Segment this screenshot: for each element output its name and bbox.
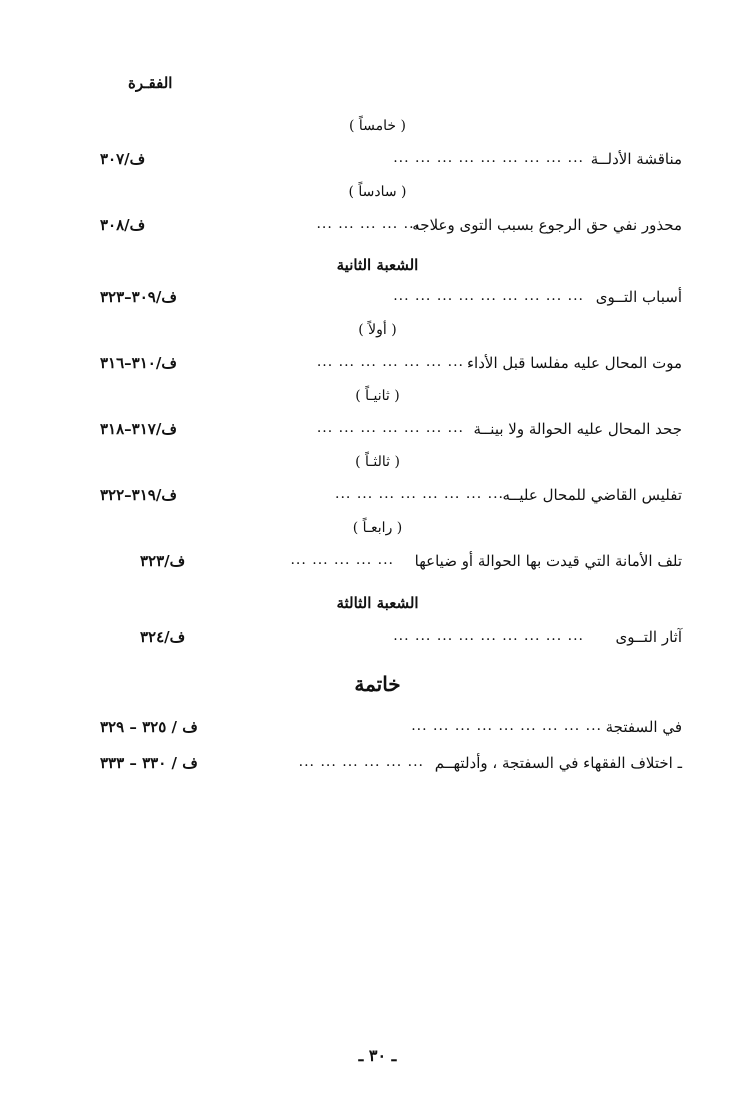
toc-entry-ref: ف / ٣٢٥ – ٣٢٩ <box>100 718 198 736</box>
toc-entry-title: تلف الأمانة التي قيدت بها الحوالة أو ضياعها <box>414 552 682 570</box>
leader-dots: ... ... ... ... ... <box>316 216 420 232</box>
toc-entry-ref: ف/٣٠٨ <box>100 216 146 234</box>
subsection-heading: ( أولاً ) <box>358 322 397 338</box>
column-heading: الفقـرة <box>128 74 173 92</box>
toc-entry-ref: ف/٣٢٣ <box>140 552 186 570</box>
toc-entry <box>100 288 682 312</box>
leader-dots: ... ... ... ... ... <box>290 552 394 568</box>
leader-dots: ... ... ... ... ... ... <box>298 754 424 770</box>
leader-dots: ... ... ... ... ... ... ... ... ... <box>411 718 602 734</box>
toc-entry-title: أسباب التــوى <box>595 288 682 306</box>
leader-dots: ... ... ... ... ... ... ... ... ... <box>393 150 584 166</box>
toc-entry-title: موت المحال عليه مفلسا قبل الأداء <box>466 354 682 372</box>
toc-entry-ref: ف/٣٠٧ <box>100 150 146 168</box>
toc-entry <box>100 754 682 778</box>
toc-entry-title: ـ اختلاف الفقهاء في السفتجة ، وأدلتهــم <box>434 754 682 772</box>
leader-dots: ... ... ... ... ... ... ... ... <box>335 486 504 502</box>
toc-entry-ref: ف/٣٠٩–٣٢٣ <box>100 288 177 306</box>
leader-dots: ... ... ... ... ... ... ... <box>316 420 464 436</box>
toc-entry-title: مناقشة الأدلــة <box>590 150 682 168</box>
leader-dots: ... ... ... ... ... ... ... ... ... <box>393 288 584 304</box>
subsection-heading: ( خامساً ) <box>349 118 406 134</box>
main-heading: خاتمة <box>354 672 401 696</box>
leader-dots: ... ... ... ... ... ... ... ... ... <box>393 628 584 644</box>
toc-entry <box>100 420 682 444</box>
toc-entry <box>100 354 682 378</box>
toc-entry <box>100 150 682 174</box>
page-number: ـ ٣٠ ـ <box>358 1046 397 1065</box>
subsection-heading: ( رابعـاً ) <box>352 520 403 536</box>
toc-entry-title: جحد المحال عليه الحوالة ولا بينــة <box>473 420 682 438</box>
section-heading: الشعبة الثالثة <box>336 594 419 612</box>
toc-entry-title: محذور نفي حق الرجوع بسبب التوى وعلاجه <box>412 216 682 234</box>
toc-entry <box>140 628 682 652</box>
toc-entry <box>100 216 682 240</box>
subsection-heading: ( سادساً ) <box>348 184 407 200</box>
toc-entry-ref: ف/٣١٩–٣٢٢ <box>100 486 177 504</box>
section-heading: الشعبة الثانية <box>336 256 419 274</box>
toc-entry-title: تفليس القاضي للمحال عليــه <box>502 486 682 504</box>
subsection-heading: ( ثالثـاً ) <box>355 454 400 470</box>
toc-entry-title: في السفتجة <box>605 718 682 736</box>
toc-entry <box>100 718 682 742</box>
toc-entry-title: آثار التــوى <box>615 628 682 646</box>
toc-entry <box>140 552 682 576</box>
toc-entry <box>100 486 682 510</box>
toc-entry-ref: ف / ٣٣٠ – ٣٣٣ <box>100 754 198 772</box>
subsection-heading: ( ثانيـاً ) <box>355 388 400 404</box>
toc-entry-ref: ف/٣٢٤ <box>140 628 186 646</box>
leader-dots: ... ... ... ... ... ... ... <box>316 354 464 370</box>
toc-entry-ref: ف/٣١٠–٣١٦ <box>100 354 177 372</box>
toc-entry-ref: ف/٣١٧–٣١٨ <box>100 420 177 438</box>
